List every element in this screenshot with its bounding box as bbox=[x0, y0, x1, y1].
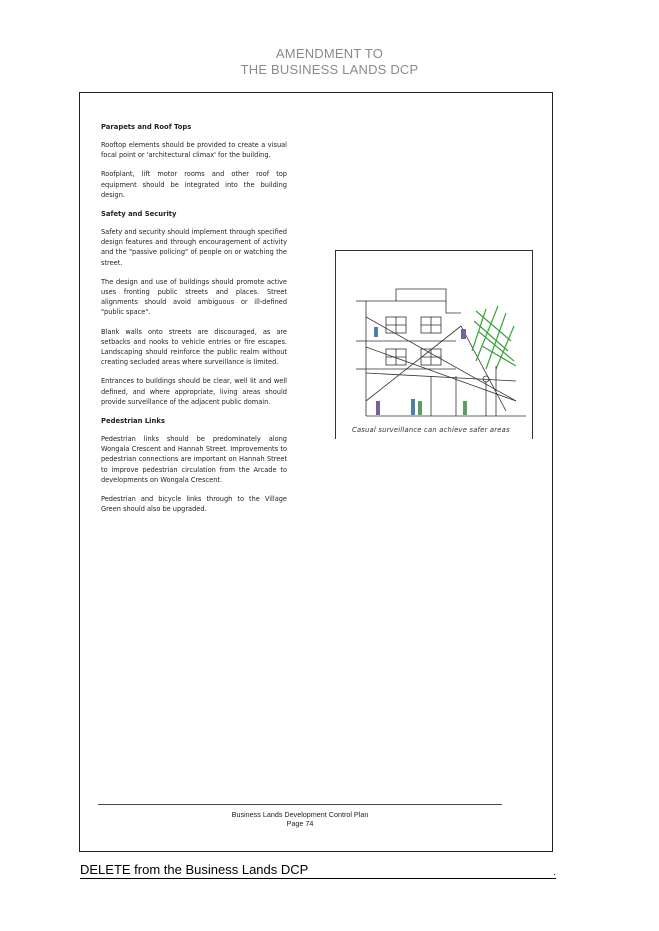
delete-note bbox=[80, 862, 556, 879]
body-text bbox=[101, 122, 287, 523]
paragraph: Safety and security should implement through specified design features and through encouragement of activity and the "passive policing" of people on or watching the street. bbox=[101, 228, 287, 267]
people-figures bbox=[374, 327, 467, 415]
section-heading-safety: Safety and Security bbox=[101, 210, 177, 219]
paragraph: The design and use of buildings should promote active uses fronting public streets and places. Street alignments should avoid ambiguous or ill-defined "public space". bbox=[101, 277, 287, 317]
footer-rule bbox=[98, 804, 502, 805]
footer-page-number: Page 74 bbox=[286, 819, 314, 828]
paragraph: Blank walls onto streets are discouraged, as are setbacks and nooks to vehicle entries or fire escapes. Landscaping should reinforce the public realm without creating secluded areas where surveillance is limited. bbox=[101, 327, 287, 367]
paragraph: Rooftop elements should be provided to create a visual focal point or 'architectural climax' for the building. bbox=[101, 141, 287, 160]
surveillance-illustration bbox=[335, 250, 533, 439]
header-line-1: AMENDMENT TO bbox=[275, 46, 384, 61]
section-heading-pedestrian: Pedestrian Links bbox=[101, 417, 165, 426]
figure-caption: Casual surveillance can achieve safer areas bbox=[352, 426, 510, 434]
paragraph: Entrances to buildings should be clear, well lit and well defined, and where appropriate, living areas should provide surveillance of the adjacent public domain. bbox=[101, 377, 287, 406]
paragraph: Roofplant, lift motor rooms and other roof top equipment should be integrated into the building design. bbox=[101, 170, 287, 199]
footer-title: Business Lands Development Control Plan bbox=[231, 810, 369, 819]
paragraph: Pedestrian links should be predominately along Wongala Crescent and Hannah Street. Improvements to pedestrian connections are important on Hannah Street to improve pedestrian circulation from the Arcade to developments on Wongala Crescent. bbox=[101, 435, 287, 484]
building-sketch bbox=[336, 251, 532, 427]
delete-note-text: DELETE from the Business Lands DCP bbox=[80, 862, 309, 877]
paragraph: Pedestrian and bicycle links through to the Village Green should also be upgraded. bbox=[101, 495, 287, 514]
delete-note-mark: . bbox=[553, 867, 556, 878]
header-line-2: THE BUSINESS LANDS DCP bbox=[240, 62, 419, 77]
section-heading-parapets: Parapets and Roof Tops bbox=[101, 123, 192, 131]
